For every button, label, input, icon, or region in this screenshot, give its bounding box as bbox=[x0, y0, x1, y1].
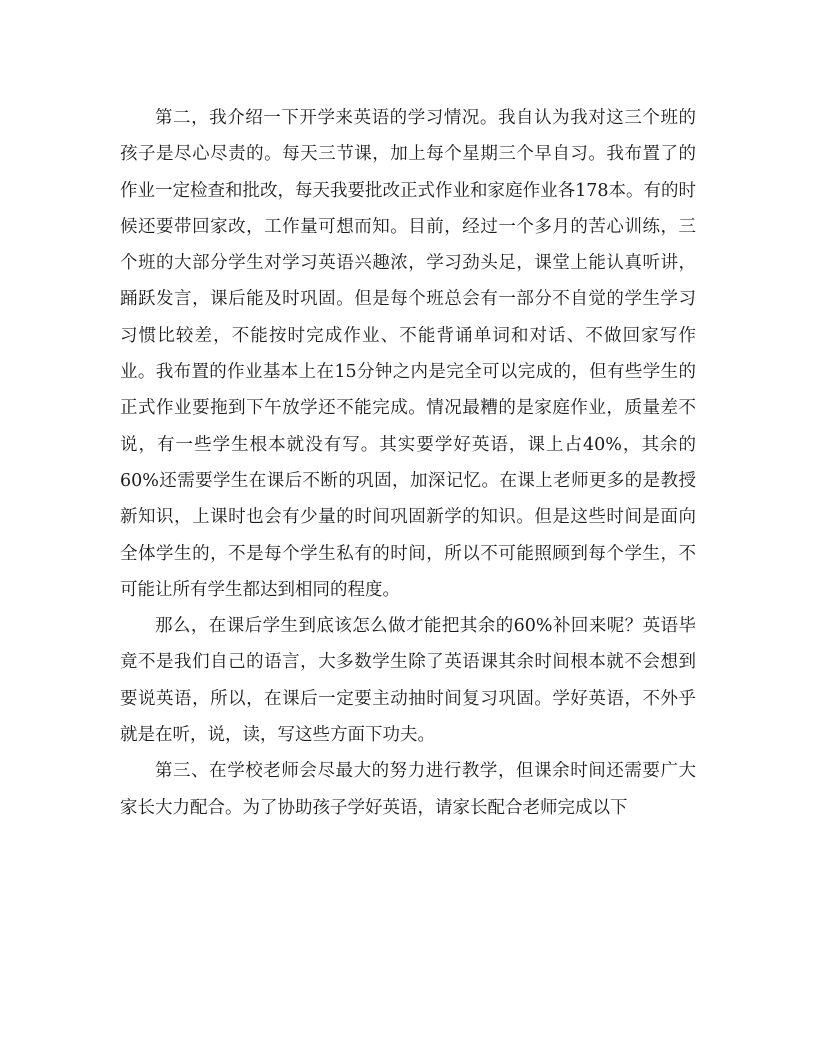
paragraph-second-point: 第二，我介绍一下开学来英语的学习情况。我自认为我对这三个班的孩子是尽心尽责的。每天三节课，加上每个星期三个早自习。我布置了的作业一定检查和批改，每天我要批改正式作业和家庭作业各178本。有的时候还要带回家改，工作量可想而知。目前，经过一个多月的苦心训练，三个班的大部分学生对学习英语兴趣浓，学习劲头足，课堂上能认真听讲，踊跃发言，课后能及时巩固。但是每个班总会有一部分不自觉的学生学习习惯比较差，不能按时完成作业、不能背诵单词和对话、不做回家写作业。我布置的作业基本上在15分钟之内是完全可以完成的，但有些学生的正式作业要拖到下午放学还不能完成。情况最糟的是家庭作业，质量差不说，有一些学生根本就没有写。其实要学好英语，课上占40%，其余的60%还需要学生在课后不断的巩固，加深记忆。在课上老师更多的是教授新知识，上课时也会有少量的时间巩固新学的知识。但是这些时间是面向全体学生的，不是每个学生私有的时间，所以不可能照顾到每个学生，不可能让所有学生都达到相同的程度。 bbox=[120, 108, 696, 600]
paragraph-third-point: 第三、在学校老师会尽最大的努力进行教学，但课余时间还需要广大家长大力配合。为了协助孩子学好英语，请家长配合老师完成以下 bbox=[120, 761, 696, 818]
document-body bbox=[120, 100, 696, 826]
paragraph-after-class-study: 那么，在课后学生到底该怎么做才能把其余的60%补回来呢？英语毕竟不是我们自己的语言，大多数学生除了英语课其余时间根本就不会想到要说英语，所以，在课后一定要主动抽时间复习巩固。学好英语，不外乎就是在听，说，读，写这些方面下功夫。 bbox=[120, 616, 696, 746]
